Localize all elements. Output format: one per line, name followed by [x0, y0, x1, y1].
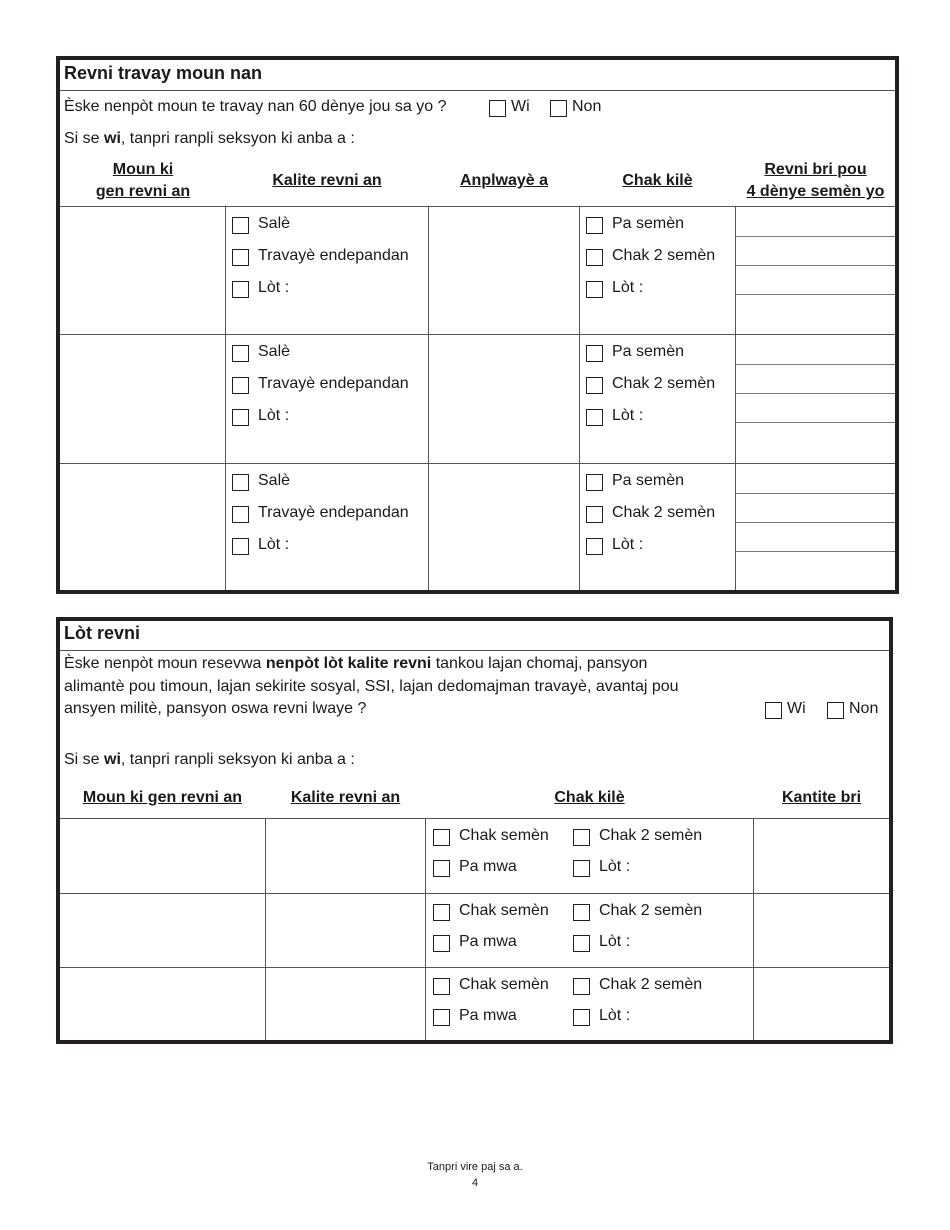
- gross-income-field[interactable]: [736, 335, 895, 461]
- income-type-checkbox[interactable]: [232, 249, 249, 266]
- frequency-label: Chak 2 semèn: [612, 504, 716, 521]
- header-frequency: Chak kilè: [622, 172, 693, 189]
- other-income-question: Èske nenpòt moun resevwa nenpòt lòt kalite revni tankou lajan chomaj, pansyon alimantè pou timoun, lajan sekirite sosyal, SSI, lajan dedomajman travayè, avantaj pou ansyen militè, pansyon oswa revni lwaye ?: [64, 655, 679, 717]
- frequency-label: Lòt :: [599, 858, 631, 875]
- header-income-type: Kalite revni an: [272, 172, 382, 189]
- work-yes-label: Wi: [511, 98, 530, 115]
- header-person: Moun ki gen revni an: [95, 161, 191, 200]
- frequency-checkbox[interactable]: [573, 904, 590, 921]
- frequency-checkbox[interactable]: [573, 935, 590, 952]
- income-type-label: Salè: [258, 472, 291, 489]
- income-type-label: Travayè endepandan: [258, 247, 409, 264]
- frequency-label: Chak semèn: [459, 827, 549, 844]
- gross-income-field[interactable]: [736, 464, 895, 590]
- income-type-field[interactable]: [266, 894, 425, 966]
- column-divider: [425, 818, 426, 1040]
- frequency-checkbox[interactable]: [586, 345, 603, 362]
- work-yes-checkbox[interactable]: [489, 100, 506, 117]
- amount-field[interactable]: [754, 819, 889, 891]
- income-type-checkbox[interactable]: [232, 377, 249, 394]
- frequency-checkbox[interactable]: [586, 538, 603, 555]
- frequency-checkbox[interactable]: [433, 935, 450, 952]
- frequency-label: Pa mwa: [459, 933, 517, 950]
- header-person: Moun ki gen revni an: [82, 789, 243, 806]
- frequency-label: Lòt :: [599, 1007, 631, 1024]
- frequency-label: Chak 2 semèn: [599, 827, 703, 844]
- frequency-checkbox[interactable]: [573, 829, 590, 846]
- income-type-label: Travayè endepandan: [258, 375, 409, 392]
- income-type-label: Travayè endepandan: [258, 504, 409, 521]
- other-yes-label: Wi: [787, 700, 806, 717]
- income-type-checkbox[interactable]: [232, 409, 249, 426]
- divider: [60, 650, 889, 651]
- person-field[interactable]: [61, 464, 225, 590]
- amount-field[interactable]: [754, 894, 889, 966]
- frequency-checkbox[interactable]: [433, 978, 450, 995]
- income-type-checkbox[interactable]: [232, 506, 249, 523]
- income-type-checkbox[interactable]: [232, 538, 249, 555]
- other-no-label: Non: [849, 700, 879, 717]
- frequency-checkbox[interactable]: [586, 281, 603, 298]
- frequency-checkbox[interactable]: [573, 978, 590, 995]
- frequency-label: Chak semèn: [459, 976, 549, 993]
- frequency-checkbox[interactable]: [586, 377, 603, 394]
- income-type-label: Lòt :: [258, 279, 290, 296]
- income-type-checkbox[interactable]: [232, 474, 249, 491]
- header-income-type: Kalite revni an: [290, 789, 401, 806]
- other-no-checkbox[interactable]: [827, 702, 844, 719]
- other-instruction: Si se wi, tanpri ranpli seksyon ki anba a :: [64, 751, 355, 768]
- frequency-label: Pa semèn: [612, 472, 685, 489]
- frequency-label: Lòt :: [612, 536, 644, 553]
- frequency-checkbox[interactable]: [586, 474, 603, 491]
- person-field[interactable]: [61, 968, 265, 1040]
- other-yes-checkbox[interactable]: [765, 702, 782, 719]
- frequency-label: Chak 2 semèn: [612, 375, 716, 392]
- frequency-label: Chak 2 semèn: [599, 902, 703, 919]
- frequency-label: Lòt :: [612, 407, 644, 424]
- work-no-label: Non: [572, 98, 602, 115]
- income-type-label: Lòt :: [258, 407, 290, 424]
- frequency-label: Lòt :: [612, 279, 644, 296]
- frequency-label: Chak 2 semèn: [599, 976, 703, 993]
- income-type-checkbox[interactable]: [232, 281, 249, 298]
- frequency-checkbox[interactable]: [433, 904, 450, 921]
- person-field[interactable]: [61, 335, 225, 461]
- frequency-checkbox[interactable]: [586, 409, 603, 426]
- frequency-label: Pa semèn: [612, 215, 685, 232]
- frequency-label: Chak 2 semèn: [612, 247, 716, 264]
- frequency-checkbox[interactable]: [433, 829, 450, 846]
- column-divider: [579, 206, 580, 590]
- section-title-work-income: Revni travay moun nan: [64, 63, 263, 83]
- column-divider: [225, 206, 226, 590]
- frequency-checkbox[interactable]: [433, 1009, 450, 1026]
- person-field[interactable]: [61, 207, 225, 333]
- frequency-checkbox[interactable]: [573, 1009, 590, 1026]
- frequency-label: Chak semèn: [459, 902, 549, 919]
- income-type-checkbox[interactable]: [232, 217, 249, 234]
- gross-income-field[interactable]: [736, 207, 895, 333]
- frequency-checkbox[interactable]: [573, 860, 590, 877]
- header-amount: Kantite bri: [781, 789, 862, 806]
- person-field[interactable]: [61, 819, 265, 891]
- employer-field[interactable]: [429, 335, 579, 461]
- income-type-field[interactable]: [266, 968, 425, 1040]
- income-type-label: Salè: [258, 343, 291, 360]
- frequency-label: Pa mwa: [459, 1007, 517, 1024]
- section-title-other-income: Lòt revni: [64, 623, 141, 643]
- frequency-checkbox[interactable]: [586, 506, 603, 523]
- frequency-label: Pa mwa: [459, 858, 517, 875]
- turn-page-note: Tanpri vire paj sa a.: [427, 1161, 523, 1173]
- frequency-checkbox[interactable]: [586, 249, 603, 266]
- frequency-label: Lòt :: [599, 933, 631, 950]
- work-no-checkbox[interactable]: [550, 100, 567, 117]
- header-frequency: Chak kilè: [554, 789, 625, 806]
- employer-field[interactable]: [429, 464, 579, 590]
- work-question: Èske nenpòt moun te travay nan 60 dènye jou sa yo ?: [64, 98, 447, 115]
- header-gross-income: Revni bri pou 4 dènye semèn yo: [746, 161, 885, 200]
- income-type-checkbox[interactable]: [232, 345, 249, 362]
- person-field[interactable]: [61, 894, 265, 966]
- page-number: 4: [471, 1177, 479, 1189]
- amount-field[interactable]: [754, 968, 889, 1040]
- income-type-field[interactable]: [266, 819, 425, 891]
- frequency-label: Pa semèn: [612, 343, 685, 360]
- work-instruction: Si se wi, tanpri ranpli seksyon ki anba a :: [64, 130, 355, 147]
- frequency-checkbox[interactable]: [586, 217, 603, 234]
- header-employer: Anplwayè a: [459, 172, 549, 189]
- income-type-label: Salè: [258, 215, 291, 232]
- frequency-checkbox[interactable]: [433, 860, 450, 877]
- income-type-label: Lòt :: [258, 536, 290, 553]
- divider: [60, 90, 895, 91]
- employer-field[interactable]: [429, 207, 579, 333]
